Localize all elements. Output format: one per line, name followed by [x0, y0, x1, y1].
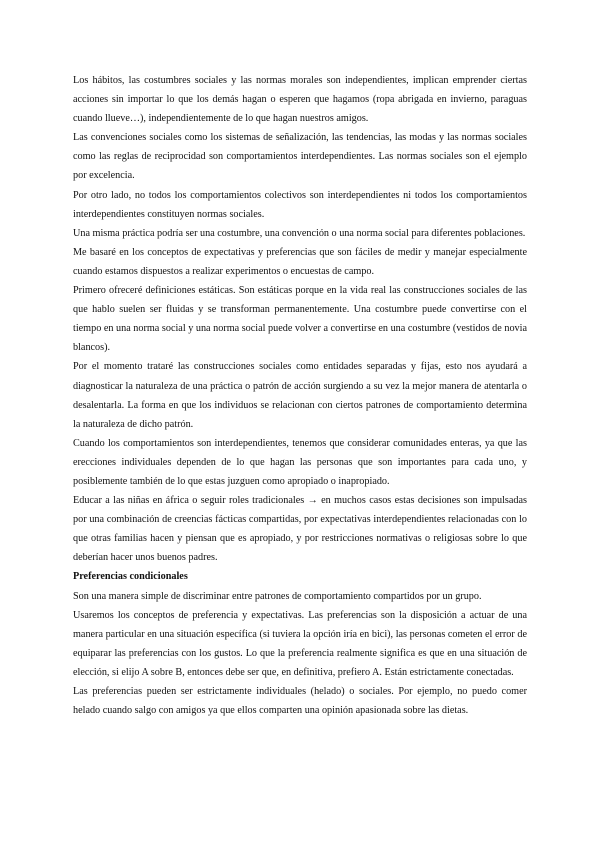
- paragraph-entidades-separadas: Por el momento trataré las construcciones sociales como entidades separadas y fijas, esto nos ayudará a diagnosticar la naturaleza de una práctica o patrón de acción surgiendo a su vez la mejor manera de atentarla o desalentarla. La forma en que los individuos se relacionan con ciertos patrones de comportamiento determina la naturaleza de dicho patrón.: [73, 361, 527, 430]
- section-heading: Preferencias condicionales: [73, 571, 188, 583]
- document-body: [73, 71, 527, 720]
- paragraph-definiciones-estaticas: Primero ofreceré definiciones estáticas. Son estáticas porque en la vida real las construcciones sociales de las que hablo suelen ser fluidas y se transforman permanentemente. Una costumbre puede convertirse con el tiempo en una norma social y una norma social puede volver a convertirse en una costumbre (vestidos de novia blancos).: [73, 285, 527, 354]
- paragraph-preferencias-individuales: Las preferencias pueden ser estrictamente individuales (helado) o sociales. Por ejemplo, no puedo comer helado cuando salgo con amigos ya que ellos comparten una opinión apasionada sobre las dietas.: [73, 686, 527, 717]
- paragraph-educar-ninas: Educar a las niñas en áfrica o seguir roles tradicionales → en muchos casos estas decisiones son impulsadas por una combinación de creencias fácticas compartidas, por expectativas interdependientes relacionadas con lo que otras familias hacen y piensan que es apropiado, y por restricciones normativas o religiosas sobre lo que deberían hacer unos buenos padres.: [73, 495, 527, 564]
- paragraph-comunidades-enteras: Cuando los comportamientos son interdependientes, tenemos que considerar comunidades enteras, ya que las erecciones individuales dependen de lo que hagan las personas que son importantes para cada uno, y posiblemente también de lo que estas juzguen como apropiado o inapropiado.: [73, 437, 527, 487]
- paragraph-manera-simple: Son una manera simple de discriminar entre patrones de comportamiento compartidos por un grupo.: [73, 590, 482, 602]
- paragraph-comportamientos-colectivos: Por otro lado, no todos los comportamientos colectivos son interdependientes ni todos los comportamientos interdependientes constituyen normas sociales.: [73, 189, 527, 220]
- paragraph-expectativas-preferencias: Me basaré en los conceptos de expectativas y preferencias que son fáciles de medir y manejar especialmente cuando estamos dispuestos a realizar experimentos o encuestas de campo.: [73, 246, 527, 277]
- paragraph-misma-practica: Una misma práctica podría ser una costumbre, una convención o una norma social para diferentes poblaciones.: [73, 227, 526, 239]
- paragraph-preferencia-expectativas: Usaremos los conceptos de preferencia y expectativas. Las preferencias son la disposición a actuar de una manera particular en una situación específica (si tuviera la opción iría en bici), las personas cometen el error de equiparar las preferencias con los gustos. Lo que la preferencia realmente significa es que en una situación de elección, si elijo A sobre B, entonces debe ser que, en definitiva, prefiero A. Están estrictamente conectadas.: [73, 609, 527, 678]
- paragraph-habitos: Los hábitos, las costumbres sociales y las normas morales son independientes, implican emprender ciertas acciones sin importar lo que los demás hagan o esperen que hagamos (ropa abrigada en invierno, paraguas cuando llueve…), independientemente de lo que hagan nuestros amigos.: [73, 75, 527, 125]
- paragraph-convenciones: Las convenciones sociales como los sistemas de señalización, las tendencias, las modas y las normas sociales como las reglas de reciprocidad son comportamientos interdependientes. Las normas sociales son el ejemplo por excelencia.: [73, 132, 527, 182]
